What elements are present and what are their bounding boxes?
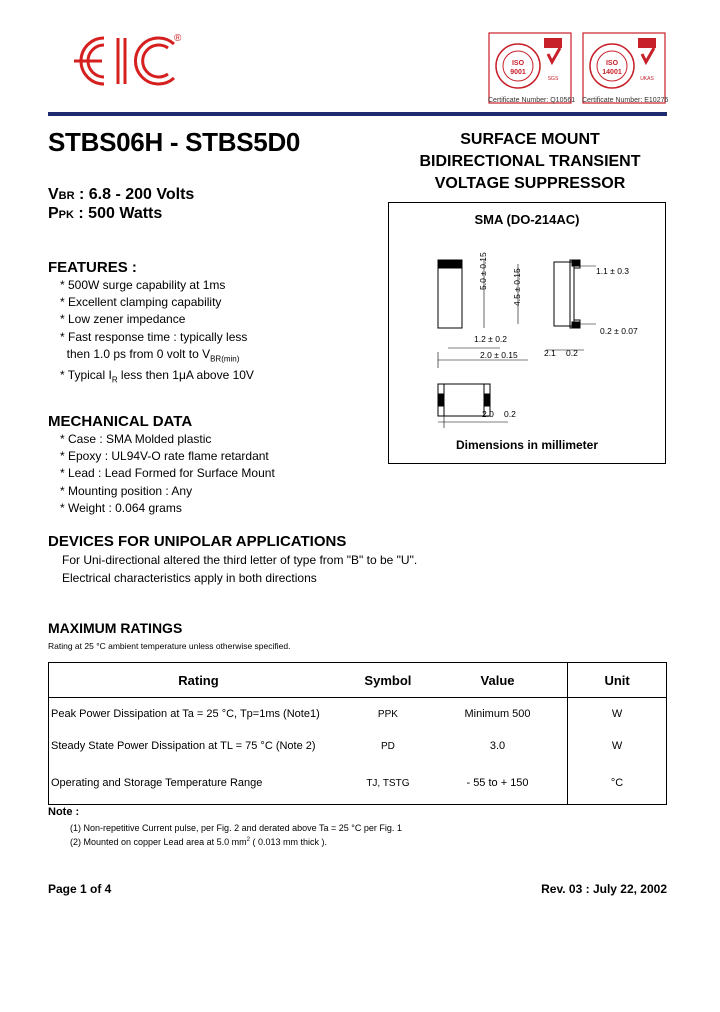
- revision-date: Rev. 03 : July 22, 2002: [541, 882, 667, 896]
- ppk-symbol: P: [48, 205, 59, 222]
- vbr-value: : 6.8 - 200 Volts: [74, 186, 195, 203]
- mechanical-item: * Case : SMA Molded plastic: [60, 432, 212, 446]
- part-number-title: STBS06H - STBS5D0: [48, 127, 301, 157]
- ppk-value: : 500 Watts: [73, 205, 163, 222]
- dim-label: 4.5 ± 0.15: [512, 268, 522, 306]
- dim-label: 1.1 ± 0.3: [596, 266, 630, 276]
- package-title: SMA (DO-214AC): [474, 212, 580, 227]
- svg-text:9001: 9001: [510, 69, 526, 76]
- value-cell: - 55 to + 150: [466, 777, 529, 789]
- subtitle-line-1: SURFACE MOUNT: [460, 131, 600, 148]
- subtitle-line-3: VOLTAGE SUPPRESSOR: [434, 175, 626, 192]
- symbol-cell: PD: [380, 740, 395, 752]
- note-line-1: (1) Non-repetitive Current pulse, per Fig. 2 and derated above Ta = 25 °C per Fig. 1: [70, 823, 402, 833]
- ratings-heading: MAXIMUM RATINGS: [48, 620, 183, 636]
- table-row: [49, 698, 667, 731]
- ppk-spec: [48, 205, 162, 223]
- dim-label: 0.2: [566, 348, 578, 358]
- symbol-cell: TJ, TSTG: [366, 777, 410, 789]
- col-header-unit: Unit: [568, 663, 667, 698]
- table-row: [49, 730, 667, 762]
- feature-item: * Typical $I_R$ less then 1μA above 10V: [60, 368, 254, 385]
- dim-label: 0.2: [504, 409, 516, 419]
- iso14001-cert-badge: [582, 32, 669, 104]
- unipolar-line: Electrical characteristics apply in both directions: [62, 570, 317, 585]
- mechanical-item: * Lead : Lead Formed for Surface Mount: [60, 466, 275, 481]
- cert2-caption: Certificate Number: E10276: [582, 97, 669, 104]
- rating-cell: Peak Power Dissipation at Ta = 25 °C, Tp=1ms (Note1): [49, 698, 348, 731]
- device-description: [380, 129, 680, 195]
- package-dimensions-note: Dimensions in millimeter: [455, 438, 599, 452]
- ratings-table: [48, 662, 667, 805]
- svg-text:ISO: ISO: [605, 60, 619, 67]
- unipolar-text: [62, 552, 417, 587]
- mechanical-item: * Weight : 0.064 grams: [60, 500, 182, 515]
- features-heading: FEATURES :: [48, 259, 137, 276]
- cert1-caption: Certificate Number: Q10561: [488, 97, 576, 104]
- unit-cell: W: [568, 698, 667, 731]
- subtitle-line-2: BIDIRECTIONAL TRANSIENT: [419, 153, 641, 170]
- unipolar-line: For Uni-directional altered the third letter of type from "B" to be "U".: [62, 553, 418, 567]
- vbr-subscript: BR: [58, 190, 75, 202]
- feature-item: * 500W surge capability at 1ms: [60, 278, 226, 292]
- svg-text:14001: 14001: [602, 69, 622, 76]
- dim-label: 2.0: [482, 409, 494, 419]
- iso9001-cert-badge: [488, 32, 572, 104]
- mechanical-item: * Epoxy : UL94V-O rate flame retardant: [60, 449, 269, 464]
- vbr-symbol: V: [48, 186, 59, 203]
- svg-text:ISO: ISO: [511, 60, 525, 67]
- vbr-spec: [48, 186, 194, 204]
- unit-cell: W: [568, 730, 667, 762]
- page-number: Page 1 of 4: [48, 882, 112, 896]
- ratings-note: Rating at 25 °C ambient temperature unless otherwise specified.: [48, 641, 291, 651]
- dim-label: 5.0 ± 0.15: [478, 252, 488, 290]
- rating-cell: Steady State Power Dissipation at TL = 75 °C (Note 2): [49, 730, 348, 762]
- svg-text:UKAS: UKAS: [640, 76, 654, 82]
- header-rule: [48, 112, 667, 116]
- feature-item: * Fast response time : typically less: [60, 329, 248, 344]
- registered-mark: ®: [174, 33, 182, 44]
- eic-logo: [62, 30, 192, 92]
- mechanical-item: * Mounting position : Any: [60, 483, 193, 498]
- value-cell: 3.0: [489, 740, 506, 752]
- mechanical-heading: MECHANICAL DATA: [48, 413, 193, 430]
- dim-label: 2.0 ± 0.15: [480, 350, 518, 360]
- table-row: [49, 762, 667, 805]
- value-cell: Minimum 500: [464, 708, 531, 720]
- col-header-rating: Rating: [49, 663, 348, 698]
- note-line-2: (2) Mounted on copper Lead area at 5.0 $mm^2$ ( 0.013 mm thick ).: [70, 837, 327, 847]
- mechanical-list: [60, 431, 275, 517]
- dim-label: 1.2 ± 0.2: [474, 334, 508, 344]
- feature-item: then 1.0 ps from 0 volt to $V_{BR(min)}$: [60, 346, 240, 364]
- unipolar-heading: DEVICES FOR UNIPOLAR APPLICATIONS: [48, 533, 347, 550]
- dim-label: 2.1: [544, 348, 556, 358]
- unit-cell: °C: [568, 762, 667, 805]
- col-header-value: Value: [480, 672, 515, 688]
- vbr-min-subscript: BR(min): [210, 354, 240, 364]
- dim-label: 0.2 ± 0.07: [600, 326, 638, 336]
- rating-cell: Operating and Storage Temperature Range: [49, 762, 348, 805]
- feature-item: * Low zener impedance: [60, 312, 186, 327]
- ppk-subscript: PK: [58, 209, 74, 221]
- col-header-symbol: Symbol: [364, 672, 412, 688]
- feature-item: * Excellent clamping capability: [60, 295, 222, 310]
- features-list: [60, 277, 254, 389]
- symbol-cell: PPK: [377, 708, 398, 720]
- svg-text:SGS: SGS: [547, 76, 559, 82]
- notes-heading: Note :: [48, 806, 80, 818]
